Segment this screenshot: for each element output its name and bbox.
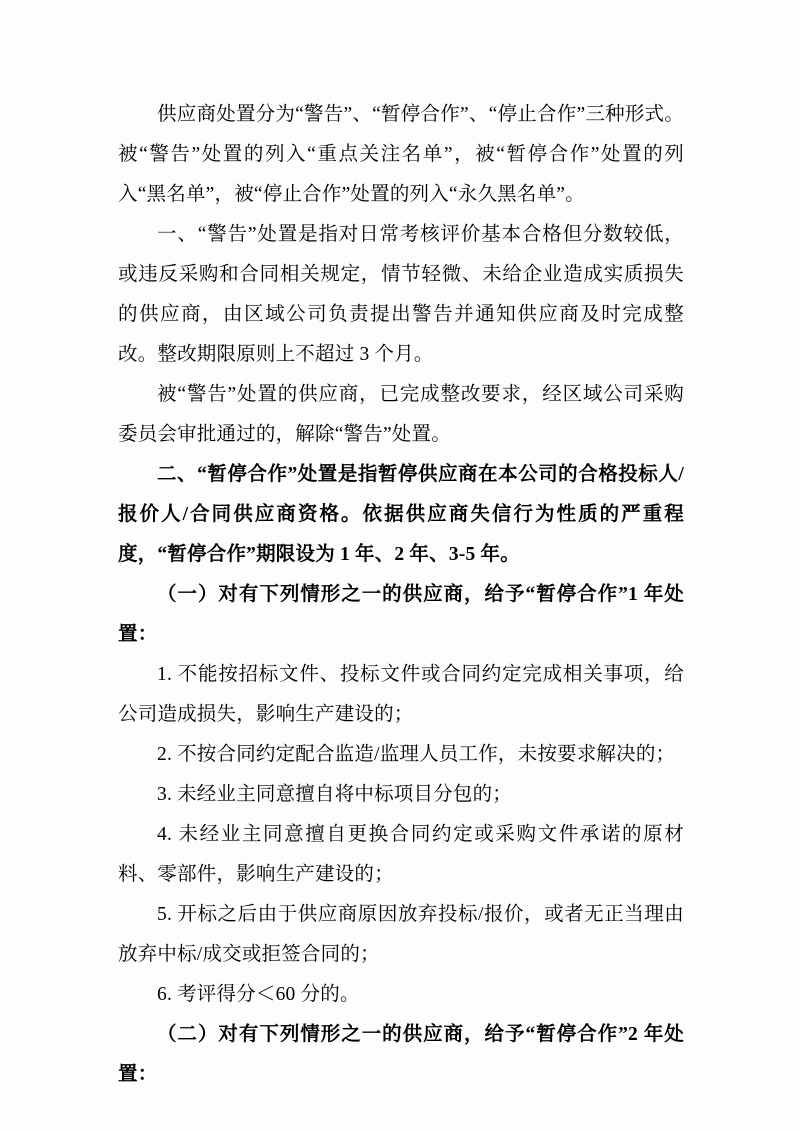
paragraph: 一、“警告”处置是指对日常考核评价基本合格但分数较低，或违反采购和合同相关规定，情节轻微、未给企业造成实质损失的供应商，由区域公司负责提出警告并通知供应商及时完成整改。整改期限原则上不超过 3 个月。 (118, 224, 684, 365)
paragraph: （二）对有下列情形之一的供应商，给予“暂停合作”2 年处置： (118, 1024, 684, 1085)
paragraph: 5. 开标之后由于供应商原因放弃投标/报价，或者无正当理由放弃中标/成交或拒签合同的； (118, 904, 684, 965)
paragraph: 二、“暂停合作”处置是指暂停供应商在本公司的合格投标人/报价人/合同供应商资格。依据供应商失信行为性质的严重程度，“暂停合作”期限设为 1 年、2 年、3-5 年。 (118, 464, 684, 565)
paragraph: （一）对有下列情形之一的供应商，给予“暂停合作”1 年处置： (118, 584, 684, 645)
paragraph: 4. 未经业主同意擅自更换合同约定或采购文件承诺的原材料、零部件，影响生产建设的； (118, 824, 684, 885)
paragraph: 3. 未经业主同意擅自将中标项目分包的； (157, 784, 513, 805)
document-body (118, 95, 684, 1095)
paragraph: 1. 不能按招标文件、投标文件或合同约定完成相关事项，给公司造成损失，影响生产建设的； (118, 664, 684, 725)
paragraph: 2. 不按合同约定配合监造/监理人员工作，未按要求解决的； (157, 744, 676, 765)
paragraph: 供应商处置分为“警告”、“暂停合作”、“停止合作”三种形式。被“警告”处置的列入“重点关注名单”，被“暂停合作”处置的列入“黑名单”，被“停止合作”处置的列入“永久黑名单”。 (118, 104, 684, 205)
paragraph: 被“警告”处置的供应商，已完成整改要求，经区域公司采购委员会审批通过的，解除“警告”处置。 (118, 384, 684, 445)
paragraph: 6. 考评得分＜60 分的。 (157, 984, 360, 1005)
